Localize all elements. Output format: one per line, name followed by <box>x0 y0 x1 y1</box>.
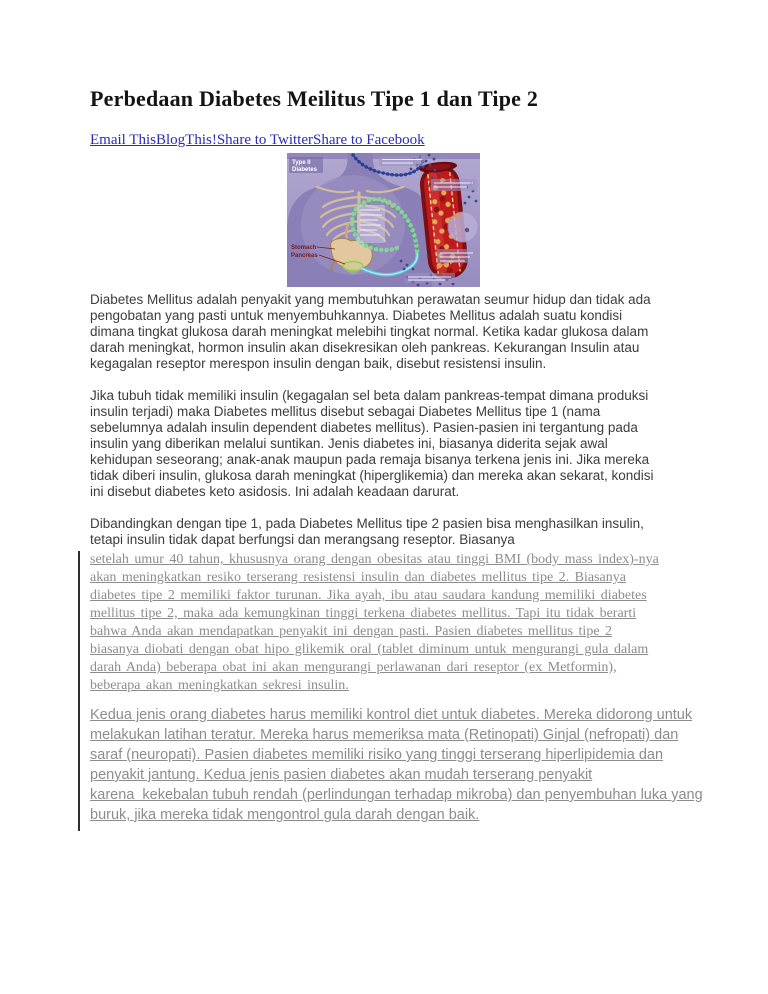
underlined-text-line: akan meningkatkan resiko terserang resistensi insulin dan diabetes mellitus tipe 2. Biasanya <box>90 570 626 585</box>
micro-label-cell-text <box>357 205 385 243</box>
underlined-text-line: darah Anda) beberapa obat ini akan mengurangi perlawanan dari reseptor (ex Metformin), <box>90 660 617 675</box>
paragraph-type1 <box>90 388 690 500</box>
share-link[interactable]: BlogThis! <box>155 132 217 148</box>
svg-text:Stomach: Stomach <box>291 245 317 251</box>
underlined-quote-block <box>78 551 703 831</box>
share-link[interactable]: Share to Facebook <box>312 132 425 148</box>
share-links <box>90 132 690 148</box>
svg-text:Diabetes: Diabetes <box>292 167 318 173</box>
underlined-text-line: karena kekebalan tubuh rendah (perlindungan terhadap mikroba) dan penyembuhan luka yang <box>90 787 703 803</box>
text-line: darah meningkat, hormon insulin akan disekresikan oleh pankreas. Kekurangan Insulin atau <box>90 340 640 355</box>
text-line: Dibandingkan dengan tipe 1, pada Diabetes Mellitus tipe 2 pasien bisa menghasilkan insulin, <box>90 516 644 531</box>
underlined-text-line: penyakit jantung. Kedua jenis pasien diabetes akan mudah terserang penyakit <box>90 767 593 783</box>
underlined-text-line: diabetes tipe 2 memiliki faktor turunan. Jika ayah, ibu atau saudara kandung memiliki diabetes <box>90 588 647 603</box>
paragraph-intro <box>90 292 690 372</box>
paragraph-type2-detail <box>90 551 690 695</box>
text-line: pengobatan yang pasti untuk menyembuhkannya. Diabetes Mellitus adalah suatu kondisi <box>90 308 623 323</box>
underlined-text-line: biasanya diobati dengan obat hipo glikemik oral (tablet diminum untuk mengurangi gula dalam <box>90 642 649 657</box>
underlined-text-line: beberapa akan meningkatkan sekresi insulin. <box>90 678 349 693</box>
svg-text:Pancreas: Pancreas <box>291 253 318 259</box>
underlined-text-line: buruk, jika mereka tidak mengontrol gula darah dengan baik. <box>90 807 480 823</box>
text-line: sebelumnya adalah insulin dependent diabetes mellitus). Pasien-pasien ini tergantung pada <box>90 420 638 435</box>
underlined-text-line: bahwa Anda akan mendapatkan penyakit ini dengan pasti. Pasien diabetes mellitus tipe 2 <box>90 624 613 639</box>
paragraph-diet-control <box>90 705 703 825</box>
text-line: ini disebut diabetes keto asidosis. Ini adalah keadaan darurat. <box>90 484 460 499</box>
text-line: tidak diberi insulin, glukosa darah meningkat (hiperglikemia) dan mereka akan sekarat, kondisi <box>90 468 654 483</box>
text-line: insulin terjadi) maka Diabetes mellitus disebut sebagai Diabetes Mellitus tipe 1 (nama <box>90 404 601 419</box>
text-line: Diabetes Mellitus adalah penyakit yang membutuhkan perawatan seumur hidup dan tidak ada <box>90 292 651 307</box>
text-line: Jika tubuh tidak memiliki insulin (kegagalan sel beta dalam pankreas-tempat dimana produksi <box>90 388 649 403</box>
svg-text:Type II: Type II <box>292 160 311 166</box>
underlined-text-line: Kedua jenis orang diabetes harus memiliki kontrol diet untuk diabetes. Mereka didorong untuk <box>90 707 693 723</box>
underlined-text-line: melakukan latihan teratur. Mereka harus memeriksa mata (Retinopati) Ginjal (nefropati) dan <box>90 727 679 743</box>
share-link[interactable]: Share to Twitter <box>216 132 313 148</box>
diabetes-illustration-image <box>287 153 480 287</box>
text-line: tetapi insulin tidak dapat berfungsi dan merangsang reseptor. Biasanya <box>90 532 515 547</box>
text-line: dimana tingkat glukosa darah meningkat melebihi tingkat normal. Ketika kadar glukosa dalam <box>90 324 649 339</box>
underlined-text-line: setelah umur 40 tahun, khususnya orang dengan obesitas atau tinggi BMI (body mass index)-nya <box>90 552 659 567</box>
document-content <box>90 0 703 831</box>
text-line: insulin yang diberikan melalui suntikan. Jenis diabetes ini, biasanya diderita sejak awal <box>90 436 608 451</box>
share-link[interactable]: Email This <box>90 132 156 148</box>
paragraph-type2-intro <box>90 516 690 548</box>
underlined-text-line: mellitus tipe 2, maka ada kemungkinan tinggi terkena diabetes mellitus. Tapi itu tidak berarti <box>90 606 637 621</box>
page-title: Perbedaan Diabetes Meilitus Tipe 1 dan Tipe 2 <box>90 86 539 111</box>
underlined-text-line: saraf (neuropati). Pasien diabetes memiliki risiko yang tinggi terserang hiperlipidemia dan <box>90 747 664 763</box>
text-line: kegagalan reseptor merespon insulin dengan baik, disebut resistensi insulin. <box>90 356 547 371</box>
text-line: kehidupan seseorang; anak-anak maupun pada remaja bisanya terkena jenis ini. Jika mereka <box>90 452 650 467</box>
figure-title-label <box>289 157 323 173</box>
